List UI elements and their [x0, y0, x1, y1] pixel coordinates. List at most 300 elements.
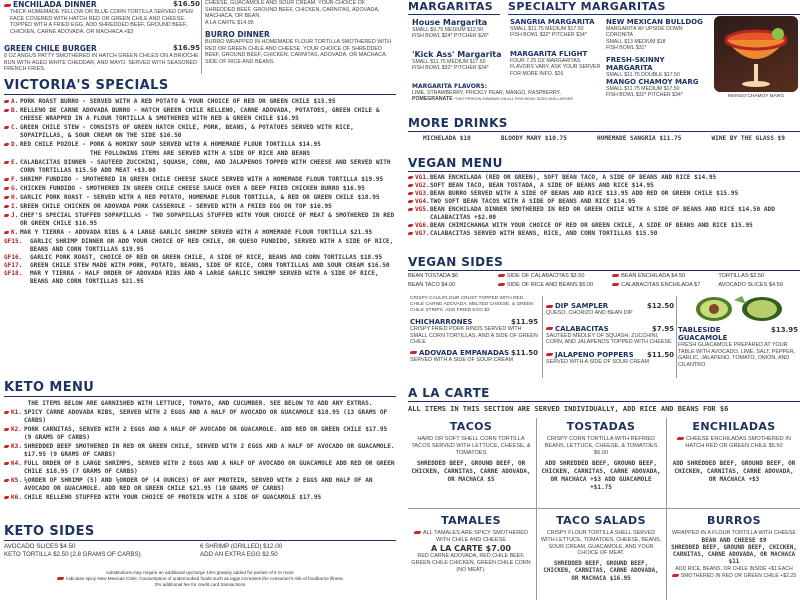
item-price: $12.50 — [646, 302, 674, 310]
burro-dinner-item — [205, 30, 395, 65]
cell-add: SHREDDED BEEF, GROUND BEEF, CHICKEN, CARNITAS, CARNE ADOVADA, OR MACHACA $16.95 — [543, 561, 659, 582]
item-code — [4, 262, 30, 270]
item-code — [408, 190, 430, 198]
item-code — [4, 270, 30, 286]
item-desc: 8 OZ ANGUS PATTY SMOTHERED IN HATCH GREEN CHILES ON A BRIOCHE BUN WITH AGED WHITE CHEDDAR, AND MAYO. SERVED WITH SEASONED FRENCH FRIES. — [4, 53, 199, 73]
item-price: FISH BOWL $32* PITCHER $34* — [412, 65, 489, 72]
section-title: MORE DRINKS — [408, 116, 800, 132]
item-price: SMALL $11.75 MEDIUM $17.50 — [412, 59, 486, 65]
vegan-menu-section — [408, 156, 800, 238]
item-code — [4, 107, 20, 123]
tableside-guacamole-item — [678, 326, 798, 368]
chili-icon — [498, 283, 505, 286]
item-price: $11.50 — [510, 348, 538, 357]
vegan-list — [408, 174, 800, 238]
item-code-text: VG5. — [415, 206, 430, 213]
chili-icon — [408, 232, 413, 235]
item-text: GREEN CHILE STEW MADE WITH PORK, POTATO, BEANS, SIDE OF RICE, CORN TORTILLAS AND SOUR CREAM $16.50 — [30, 262, 390, 269]
item-desc: THICK HOMEMADE YELLOW OR BLUE CORN TORTILLA SERVED OPEN FACE COVERED WITH HATCH RED OR GREEN CHILE AND CHEESE. TOPPED WITH A FRIED EGG. ADD SHREDDED BEEF, GROUND BEEF, CHICKEN, CARNE ADOVADA, OR MACHACA +$3 — [10, 9, 193, 35]
divider — [201, 0, 202, 74]
chili-icon — [408, 208, 413, 211]
item-code-text: I. — [11, 203, 19, 210]
menu-line — [4, 107, 396, 123]
enchilada-dinner-item — [4, 0, 200, 35]
mango-chamoy-item — [606, 78, 708, 99]
item-text: CALABACITAS SERVED WITH BEANS, RICE, AND CORN TORTILLAS $15.50 — [430, 230, 658, 237]
chili-icon — [4, 214, 9, 217]
item-text: RED CHILE POZOLE - PORK & HOMINY SOUP SERVED WITH A HOMEMADE FLOUR TORTILLA $14.95 — [20, 141, 321, 148]
item-code-text: G. — [11, 185, 19, 192]
drink-item: WINE BY THE GLASS $9 — [711, 135, 785, 142]
item-name: MARGARITA FLIGHT — [510, 50, 588, 58]
cell-title: TACO SALADS — [556, 514, 646, 527]
menu-line — [4, 203, 396, 211]
section-title: KETO MENU — [4, 380, 396, 397]
item-text: SPICY CARNE ADOVADA RIBS, SERVED WITH 2 EGGS AND A HALF OF AVOCADO OR GUACAMOLE $18.95 (13 GRAMS OF CARBS) — [24, 409, 388, 424]
item-code — [4, 477, 24, 493]
item-name: ADOVADA EMPANADAS — [419, 348, 510, 357]
item-text: BEAN CHIMICHANGA WITH YOUR CHOICE OF RED OR GREEN CHILE, A SIDE OF BEANS AND RICE $15.95 — [430, 222, 753, 229]
item-code-text: K4. — [11, 460, 23, 467]
chili-icon — [4, 109, 9, 112]
item-name: FRESH-SKINNY MARGARITA — [606, 56, 665, 72]
item-code-text: GF18. — [4, 270, 23, 277]
cell-price: A LA CARTE $7.00 — [431, 544, 511, 553]
chili-icon — [546, 353, 553, 356]
item-text: GARLIC SHRIMP DINNER OR ADD YOUR CHOICE OF RED CHILE, OR QUESO FUNDIDO, SERVED WITH A SIDE OF RICE, BEANS AND CORN TORTILLAS $19.95 — [30, 238, 394, 253]
menu-line — [4, 238, 396, 254]
item-code — [4, 176, 20, 184]
chili-icon — [414, 531, 421, 534]
vegan-side-item: SIDE OF CALABACITAS $3.50 — [506, 273, 585, 279]
alacarte-section — [408, 386, 800, 413]
menu-line — [4, 494, 396, 502]
item-code — [4, 185, 20, 193]
item-code-text: VG1. — [415, 174, 430, 181]
menu-line — [4, 460, 396, 476]
flavors-note: *TWO PERSON MINIMUM ON ALL FISH BOWL SIZES AND LARGER — [454, 97, 574, 102]
item-code — [4, 494, 24, 502]
item-text: CHEF'S SPECIAL STUFFED SOPAPILLAS - TWO SOPAPILLAS STUFFED WITH YOUR CHOICE OF MEAT & SMOTHERED IN RED OR GREEN CHILE $16.95 — [20, 212, 395, 227]
item-code-text: C. — [11, 124, 19, 131]
keto-list — [4, 409, 396, 502]
chili-icon — [546, 327, 553, 330]
chili-icon — [408, 200, 413, 203]
item-desc: SERVED WITH A SIDE OF SOUR CREAM — [410, 356, 513, 363]
appetizers-col-1 — [410, 296, 538, 363]
item-price: $16.50 — [172, 0, 200, 8]
item-text: FULL ORDER OF 8 LARGE SHRIMPS, SERVED WITH 2 EGGS AND A HALF OF AVOCADO OR GUACAMOLE ADD RED OR GREEN CHILE $18.95 (7 GRAMS OF CARBS) — [24, 460, 395, 475]
item-desc: MARGARITA W/ UPSIDE DOWN CORONITA — [606, 26, 683, 39]
cell-add: SHREDDED BEEF, GROUND BEEF, OR CHICKEN, CARNITAS, CARNE ADOVADA, OR MACHACA $5 — [411, 460, 531, 483]
margarita-glass-icon — [714, 16, 798, 92]
margaritas-section — [408, 0, 500, 15]
menu-line — [408, 190, 800, 198]
item-text: MAR Y TIERRA - HALF ORDER OF ADOVADA RIBS AND 4 LARGE GARLIC SHRIMP SERVED WITH A SIDE OF RICE, BEANS AND CORN TORTILLAS $21.95 — [30, 270, 379, 285]
chili-icon — [4, 411, 9, 414]
cell-desc: ALL TAMALES ARE SPICY SMOTHERED WITH CHILE AND CHEESE — [422, 530, 529, 543]
keto-menu-section — [4, 380, 396, 503]
item-name: DIP SAMPLER — [555, 302, 609, 310]
item-name: CHICHARRONES — [410, 318, 473, 326]
item-desc: FLAVORS VARY, ASK YOUR SERVER — [510, 64, 601, 71]
chili-icon — [4, 205, 9, 208]
cell-add: ADD SHREDDED BEEF, GROUND BEEF, CHICKEN, CARNITAS, CARNE ADOVADA, OR MACHACA +$3 ADD GUACAMOLE +$1.75 — [541, 460, 661, 491]
item-code — [4, 194, 20, 202]
item-text: RELLENO DE CARNE ADOVADA BURRO - HATCH GREEN CHILE RELLENO, CARNE ADOVADA, POTATOES, GREEN CHILE & CHEESE WRAPPED IN A FLOUR TORTILLA & SMOTHERED WITH RED & GREEN CHILE $16.95 — [20, 107, 380, 122]
item-desc: SERVED WITH A SIDE OF SOUR CREAM — [546, 358, 649, 365]
menu-line — [4, 477, 396, 493]
item-code — [4, 238, 30, 254]
cell-add: ADD SHREDDED BEEF, GROUND BEEF, OR CHICKEN, CARNITAS, CARNE ADOVADA, OR MACHACA +$3 — [672, 460, 796, 483]
section-title: VEGAN MENU — [408, 156, 800, 172]
chili-icon — [4, 161, 9, 164]
item-price: $7.95 — [651, 324, 674, 333]
item-code-text: J. — [11, 212, 19, 219]
item-code-text: A. — [11, 98, 19, 105]
chili-icon — [57, 577, 64, 580]
item-code — [4, 124, 20, 140]
cell-desc: HARD OR SOFT SHELL CORN TORTILLA TACOS SERVED WITH LETTUCE, CHEESE, & TOMATOES — [411, 436, 531, 456]
item-price: $11.50 — [646, 350, 674, 359]
item-code — [408, 222, 430, 230]
chili-icon — [4, 126, 9, 129]
item-text: GARLIC PORK ROAST, CHOICE OF RED OR GREEN CHILE, A SIDE OF RICE, BEANS AND CORN TORTILLAS $18.95 — [30, 254, 383, 261]
keto-side-item: KETO TORTILLA $2.50 (2.8 GRAMS OF CARBS) — [4, 551, 141, 558]
drink-item: MICHELADA $10 — [423, 135, 471, 142]
item-code-text: GF15. — [4, 238, 23, 245]
section-notice: THE FOLLOWING ITEMS ARE SERVED WITH A SIDE OF RICE AND BEANS — [89, 150, 311, 157]
cell-title: TACOS — [449, 420, 493, 433]
item-code-text: K6. — [11, 494, 23, 501]
item-code — [408, 182, 430, 190]
menu-line — [4, 159, 396, 175]
chili-icon — [4, 428, 9, 431]
item-price: SMALL $11.75 DOUBLE $17.50 — [606, 72, 680, 78]
vegan-side-item: AVOCADO SLICES $4.50 — [718, 282, 783, 288]
item-code-text: D. — [11, 141, 19, 148]
keto-sides-section — [4, 524, 396, 559]
chili-icon — [4, 479, 9, 482]
margarita-flight-item — [510, 50, 602, 77]
item-code — [4, 229, 20, 237]
divider — [542, 296, 543, 378]
menu-line — [408, 198, 800, 206]
item-name: CALABACITAS — [555, 324, 609, 333]
bulldog-item — [606, 18, 708, 52]
item-name: House Margarita — [412, 18, 488, 27]
tacos-cell — [410, 420, 532, 484]
item-code-text: E. — [11, 159, 19, 166]
chili-icon — [4, 4, 11, 7]
section-title: VICTORIA'S SPECIALS — [4, 78, 396, 95]
item-price: $13.95 — [770, 326, 798, 334]
item-code — [4, 460, 24, 476]
item-text: TWO SOFT BEAN TACOS WITH A SIDE OF BEANS AND RICE $14.95 — [430, 198, 636, 205]
menu-line — [4, 426, 396, 442]
item-text: PORK ROAST BURRO - SERVED WITH A RED POTATO & YOUR CHOICE OF RED OR GREEN CHILE $15.95 — [20, 98, 336, 105]
footnote: substitutions may require an additional upcharge 18% gratuity added for parties of 6 or more — [106, 570, 294, 575]
victorias-specials-section — [4, 78, 396, 286]
item-code-text: VG3. — [415, 190, 430, 197]
chili-icon — [4, 196, 9, 199]
item-price: SMALL $11.75 MEDIUM $17.50 — [510, 26, 584, 32]
chili-icon — [498, 274, 505, 277]
item-text: GREEN CHILE STEW - CONSISTS OF GREEN HATCH CHILE, PORK, BEANS, & POTATOES SERVED WITH RICE, SOPAIPILLAS, & SOUR CREAM ON THE SIDE $16.50 — [20, 124, 354, 139]
cell-add: SHREDDED BEEF, GROUND BEEF, CHICKEN, CARNITAS, CARNE ADOVADA, OR MACHACA $11 — [671, 544, 797, 566]
item-text: BEAN BURRO SERVED WITH A SIDE OF BEANS AND RICE $13.95 ADD RED OR GREEN CHILE $15.95 — [430, 190, 739, 197]
item-text: PORK CARNITAS, SERVED WITH 2 EGGS AND A HALF OF AVOCADO OR GUACAMOLE. ADD RED OR GREEN CHILE $17.95 (9 GRAMS OF CARBS) — [24, 426, 388, 441]
item-text: GREEN CHILE CHICKEN OR ADOVADA PORK CASSEROLE - SERVED WITH A FRIED EGG ON TOP $16.95 — [20, 203, 332, 210]
more-drinks-section — [408, 116, 800, 143]
item-code-text: VG4. — [415, 198, 430, 205]
menu-line — [408, 222, 800, 230]
item-text: MAR Y TIERRA - ADOVADA RIBS & 4 LARGE GARLIC SHRIMP SERVED WITH A HOMEMADE FLOUR TORTILLA $21.95 — [20, 229, 373, 236]
item-code — [4, 141, 20, 149]
skinny-margarita-item — [606, 56, 708, 78]
top-middle-item — [205, 0, 393, 26]
vegan-side-item: TORTILLAS $2.50 — [718, 273, 765, 279]
item-price: SMALL $9.75 MEDIUM $12.50 — [412, 27, 484, 33]
margarita-flavors — [412, 83, 608, 103]
victorias-list-b — [4, 159, 396, 237]
chili-icon — [4, 187, 9, 190]
chili-icon — [410, 351, 417, 354]
section-title: MARGARITAS — [408, 0, 500, 15]
keto-side-item: AVOCADO SLICES $4.50 — [4, 543, 76, 550]
chili-icon — [612, 274, 619, 277]
flavors-list: LIME, STRAWBERRY, PRICKLY PEAR, MANGO, RASPBERRY, — [412, 90, 561, 96]
right-column — [408, 0, 800, 600]
item-code — [4, 254, 30, 262]
menu-line — [4, 443, 396, 459]
item-text: CHICKEN FUNDIDO - SMOTHERED IN GREEN CHILE CHEESE SAUCE OVER A DEEP FRIED CHICKEN BURRO $16.95 — [20, 185, 365, 192]
menu-line — [4, 212, 396, 228]
item-code-text: K1. — [11, 409, 23, 416]
item-code-text: GF17. — [4, 262, 23, 269]
chili-icon — [612, 283, 619, 286]
cell-title: TAMALES — [441, 514, 501, 527]
cell-title: ENCHILADAS — [692, 420, 776, 433]
victorias-list-a — [4, 98, 396, 149]
menu-line — [4, 141, 396, 149]
item-code — [408, 198, 430, 206]
item-code — [4, 212, 20, 228]
section-notice: ALL ITEMS IN THIS SECTION ARE SERVED INDIVIDUALLY, ADD RICE AND BEANS FOR $6 — [408, 405, 729, 413]
menu-line — [408, 182, 800, 190]
footnote: 3% additional fee for credit card transactions — [154, 581, 246, 587]
item-name: MANGO CHAMOY MARG — [606, 78, 699, 86]
sangria-margarita-item — [510, 18, 602, 39]
cell-desc: CRISPY CORN TORTILLA WITH REFRIED BEANS, LETTUCE, CHEESE, & TOMATOES $6.00 — [544, 436, 658, 456]
cell-add: RED CARNE ADOVADA, RED CHILE BEEF, GREEN CHILE CHICKEN, GREEN CHILE CORN (NO MEAT). — [411, 553, 531, 573]
divider — [676, 296, 677, 378]
menu-line — [4, 229, 396, 237]
item-price: FISH BOWL $24* PITCHER $26* — [412, 33, 489, 40]
chili-icon — [4, 143, 9, 146]
item-text: CHILE RELLENO STUFFED WITH YOUR CHOICE OF PROTEIN WITH A SIDE OF GUACAMOLE $17.95 — [24, 494, 322, 501]
flavors-label: MARGARITA FLAVORS: — [412, 83, 488, 90]
item-desc: CRISPY CAULIFLOUR CRUST TOPPED WITH RED CHILE CARNE ADOVADA, MELTED CHEESE, & GREEN CHILE STRIPS. ADD FRIED EGG $2 — [410, 296, 534, 313]
item-code — [4, 159, 20, 175]
cell-desc: WRAPPED IN A FLOUR TORTILLA WITH CHEESE — [671, 530, 796, 536]
item-price: FISH BOWL $32* PITCHER $34* — [606, 92, 683, 99]
menu-line — [4, 194, 396, 202]
section-title: KETO SIDES — [4, 524, 396, 541]
item-price: SMALL $13 MEDIUM $18 — [606, 38, 666, 45]
item-code-text: GF16. — [4, 254, 23, 261]
divider — [666, 418, 667, 600]
item-text: BEAN ENCHILADA DINNER SMOTHERED IN RED OR GREEN CHILE WITH A SIDE OF BEANS AND RICE $14.50 ADD CALABACITAS +$2.00 — [430, 206, 775, 221]
section-notice: THE ITEMS BELOW ARE GARNISHED WITH LETTUCE, TOMATO, AND CUCUMBER. SEE BELOW TO ADD ANY EXTRAS. — [27, 400, 373, 407]
keto-side-item: 6 SHRIMP (GRILLED) $12.00 — [200, 543, 283, 550]
menu-line — [4, 262, 396, 270]
vegan-side-item: BEAN TACO $4.00 — [408, 282, 456, 288]
item-text: SOFT BEAN TACO, BEAN TOSTADA, A SIDE OF BEANS AND RICE $14.95 — [430, 182, 654, 189]
section-title: A LA CARTE — [408, 386, 800, 402]
tostadas-cell — [540, 420, 662, 492]
menu-line — [4, 409, 396, 425]
item-price: $11.95 — [510, 318, 538, 326]
item-price: FISH BOWL $31* — [606, 45, 647, 52]
item-code-text: VG6. — [415, 222, 430, 229]
cell-extra: ADD RICE, BEANS, OR CHILE INSIDE +$1 EACH — [675, 566, 793, 573]
chili-icon — [546, 305, 553, 308]
enchiladas-cell — [670, 420, 798, 484]
item-code-text: VG2. — [415, 182, 430, 189]
item-code — [4, 409, 24, 425]
photo-caption: MANGO CHAMOY MARG — [727, 94, 785, 99]
item-name: 'Kick Ass' Margarita — [412, 50, 502, 59]
cell-title: TOSTADAS — [566, 420, 636, 433]
item-name: NEW MEXICAN BULLDOG — [606, 18, 703, 26]
chili-icon — [408, 176, 413, 179]
item-name: JALAPENO POPPERS — [555, 350, 634, 359]
section-title: VEGAN SIDES — [408, 255, 800, 271]
chili-icon — [408, 224, 413, 227]
item-code-text: VG7. — [415, 230, 430, 237]
item-name: TABLESIDE GUACAMOLE — [678, 326, 728, 342]
cell-title: BURROS — [707, 514, 761, 527]
footnotes — [0, 570, 400, 587]
item-code — [4, 443, 24, 459]
item-code — [4, 98, 20, 106]
item-desc: QUESO, CHORIZO AND BEAN DIP — [546, 310, 633, 316]
footnote: indicates spicy New Mexican Chile. Consumption of undercooked foods such as eggs increases the consumer's risk of foodborne illness — [66, 575, 343, 581]
item-desc: CRISPY FRIED PORK RINDS SERVED WITH SMALL CORN TORTILLAS, AND A SIDE OF GREEN CHILE — [410, 326, 538, 346]
item-desc: FOUR 7.25 OZ MARGARITAS — [510, 58, 581, 64]
chili-icon — [4, 496, 9, 499]
item-name: BURRO DINNER — [205, 30, 270, 39]
item-text: CALABACITAS DINNER - SAUTEED ZUCCHINI, SQUASH, CORN, AND JALAPENOS TOPPED WITH CHEESE AND SERVED WITH CORN TORTILLAS $15.50 ADD MEAT +$3.00 — [20, 159, 391, 174]
item-code-text: B. — [11, 107, 19, 114]
cell-desc: CHEESE ENCHILADAS SMOTHERED IN HATCH RED OR GREEN CHILE $5.50 — [685, 436, 791, 449]
chili-icon — [4, 100, 9, 103]
chili-icon — [4, 445, 9, 448]
vegan-side-item: BEAN TOSTADA $6 — [408, 273, 459, 279]
gluten-free-list — [4, 238, 396, 286]
menu-line — [408, 230, 800, 238]
item-code-text: K. — [11, 229, 19, 236]
item-code-text: K5. — [11, 477, 23, 484]
appetizers-col-2 — [546, 302, 674, 365]
cell-extra: SMOTHERED IN RED OR GREEN CHILE +$2.25 — [680, 572, 797, 579]
chili-icon — [408, 184, 413, 187]
item-desc: CHEESE, GUACAMOLE AND SOUR CREAM. YOUR CHOICE OF SHREDDED BEEF, GROUND BEEF, CHICKEN, CARNITAS, ADOVADA, MACHACA, OR BEAN. — [205, 0, 380, 20]
item-price: A LA CARTE $14.95 — [205, 19, 254, 26]
menu-line — [4, 185, 396, 193]
chili-icon — [4, 462, 9, 465]
item-code-text: H. — [11, 194, 19, 201]
mango-chamoy-photo — [714, 16, 798, 92]
item-desc: BURRO WRAPPED IN HOMEMADE FLOUR TORTILLA SMOTHERED WITH RED OR GREEN CHILE AND CHEESE. YOUR CHOICE OF SHREDDED BEEF, GROUND BEEF, CHICKEN, CARNITAS, ADOVADA, OR MACHACA. SIDE OF RICE AND BEANS. — [205, 39, 391, 65]
vegan-side-item: BEAN ENCHILADA $4.50 — [621, 273, 686, 279]
menu-line — [4, 98, 396, 106]
menu-line — [4, 254, 396, 262]
item-code-text: K3. — [11, 443, 23, 450]
divider — [536, 418, 537, 600]
burros-cell — [670, 514, 798, 579]
item-desc: SAUTEED MEDLEY OF SQUASH, ZUCCHINI, CORN, AND JALAPENOS TOPPED WITH CHEESE — [546, 332, 672, 346]
item-code — [4, 426, 24, 442]
item-code — [408, 206, 430, 222]
chili-icon — [4, 231, 9, 234]
item-code — [408, 230, 430, 238]
vegan-sides-section — [408, 255, 800, 290]
item-code-text: K2. — [11, 426, 23, 433]
item-text: ½ORDER OF SHRIMP (5) AND ½ORDER OF (4 OUNCES) OF ANY PROTEIN, SERVED WITH 2 EGGS AND HALF OF AN AVOCADO OR GUACAMOLE. ADD RED OR GREEN CHILE $21.95 (10 GRAMS OF CARBS) — [24, 477, 373, 492]
item-price: SMALL $11.75 MEDIUM $17.50 — [606, 86, 680, 92]
specialty-margaritas-section — [508, 0, 800, 15]
item-price: FISH BOWL $32* PITCHER $34* — [510, 32, 587, 39]
chili-icon — [408, 192, 413, 195]
item-text: GARLIC PORK ROAST - SERVED WITH A RED POTATO, HOMEMADE FLOUR TORTILLA, & RED OR GREEN CHILE $18.95 — [20, 194, 380, 201]
menu-line — [408, 206, 800, 222]
item-name: GREEN CHILE BURGER — [4, 44, 97, 53]
menu-line — [4, 270, 396, 286]
drink-item: BLOODY MARY $10.75 — [500, 135, 567, 142]
vegan-side-item: SIDE OF RICE AND BEANS $6.00 — [506, 282, 594, 288]
section-title: SPECIALTY MARGARITAS — [508, 0, 800, 15]
chili-icon — [677, 437, 684, 440]
item-code-text: F. — [11, 176, 19, 183]
item-name: SANGRIA MARGARITA — [510, 18, 595, 26]
drink-item: HOMEMADE SANGRIA $11.75 — [597, 135, 682, 142]
item-code — [4, 203, 20, 211]
menu-line — [4, 176, 396, 184]
item-desc: FRESH GUACAMOLE PREPARED AT YOUR TABLE WITH AVOCADO, LIME, SALT, PEPPER, GARLIC, JALAPENO, TOMATO, ONION, AND CILANTRO. — [678, 342, 796, 368]
item-text: BEAN ENCHILADA (RED OR GREEN), SOFT BEAN TACO, A SIDE OF BEANS AND RICE $14.95 — [430, 174, 717, 181]
keto-side-item: ADD AN EXTRA EGG $2.50 — [200, 551, 278, 558]
avocado-icon — [684, 296, 794, 322]
tamales-cell — [410, 514, 532, 574]
menu-line — [4, 124, 396, 140]
chili-icon — [4, 178, 9, 181]
guacamole-photo — [684, 296, 794, 322]
item-desc: FOR MORE INFO. $26 — [510, 70, 564, 77]
cell-desc: CRISPY FLOUR TORTILLA SHELL SERVED WITH LETTUCE, TOMATOES, CHEESE, BEANS, SOUR CREAM, GUACAMOLE, AND YOUR CHOICE OF MEAT. — [540, 530, 662, 557]
kick-ass-margarita-item — [412, 50, 508, 72]
house-margarita-item — [412, 18, 508, 40]
cell-price: BEAN AND CHEESE $9 — [701, 536, 767, 544]
green-chile-burger-item — [4, 44, 200, 73]
item-name: ENCHILADA DINNER — [13, 0, 97, 9]
item-text: SHRIMP FUNDIDO - SMOTHERED IN GREEN CHILE CHEESE SAUCE SERVED WITH A HOMEMADE FLOUR TORTILLA $19.95 — [20, 176, 384, 183]
item-code — [408, 174, 430, 182]
divider — [408, 508, 800, 509]
flavors-list-2: POMEGRANATE — [412, 96, 453, 103]
chili-icon — [672, 574, 679, 577]
